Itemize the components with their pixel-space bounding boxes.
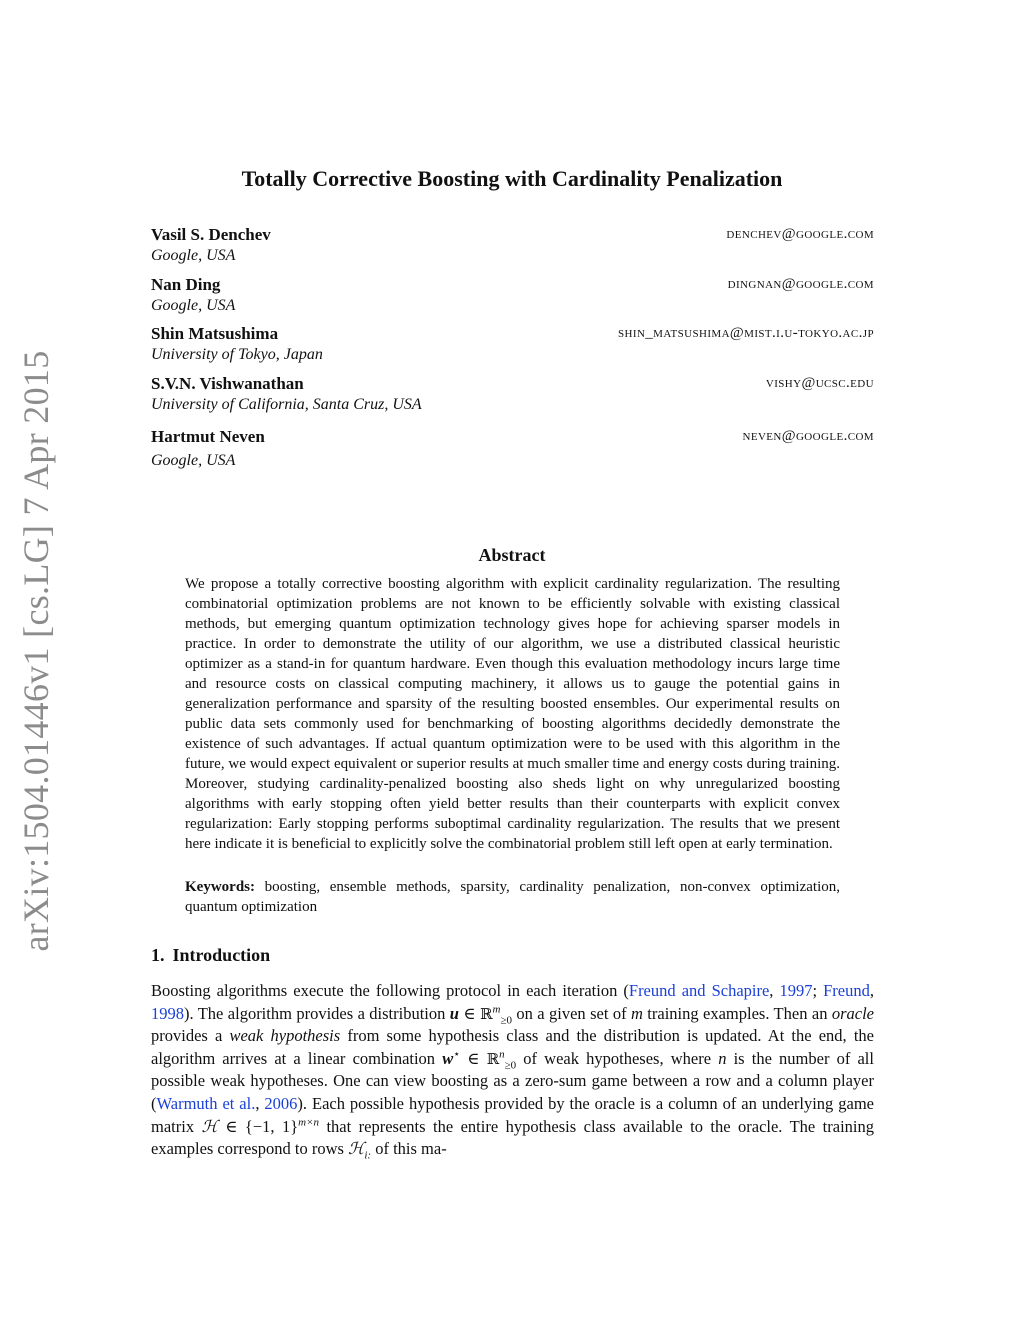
intro-text: training examples. Then an — [642, 1003, 832, 1023]
intro-text: from some hypothesis class and the distribution is updated. At the end, the algorithm arrives at a linear combination — [151, 1026, 874, 1068]
abstract-heading: Abstract — [478, 545, 546, 565]
keywords-text: boosting, ensemble methods, sparsity, cardinality penalization, non-convex optimization, quantum optimization — [185, 879, 841, 915]
author-affiliation: University of California, Santa Cruz, USA — [151, 396, 422, 413]
citation-year-link[interactable]: 1998 — [151, 1003, 184, 1023]
paper-title: Totally Corrective Boosting with Cardinality Penalization — [241, 166, 783, 191]
author-name: Hartmut Neven — [151, 427, 265, 446]
abstract-body: We propose a totally corrective boosting algorithm with explicit cardinality regularization. The resulting combinatorial optimization problems are not known to be efficiently solvable with existing classical methods, but emerging quantum optimization technology gives hope for achieving sparser models in practice. In order to demonstrate the utility of our algorithm, we use a distributed classical heuristic optimizer as a stand-in for quantum hardware. Even though this evaluation methodology incurs large time and resource costs on classical computing machinery, it allows us to gauge the potential gains in generalization performance and sparsity of the resulting boosted ensembles. Our experimental results on public data sets commonly used for benchmarking of boosting algorithms decidedly demonstrate the existence of such advantages. If actual quantum optimization were to be used with this algorithm in the future, we would expect equivalent or superior results at much smaller time and energy costs during training. Moreover, studying cardinality-penalized boosting also sheds light on why unregularized boosting algorithms with early stopping often yield better results than their counterparts with explicit convex regularization: Early stopping performs suboptimal cardinality regularization. The results that we present here indicate it is beneficial to explicitly solve the combinatorial problem still left open at early termination. — [185, 576, 840, 852]
intro-paragraph — [151, 980, 874, 1161]
math-symbol: ℝ — [480, 1004, 493, 1023]
math-subscript: i: — [364, 1149, 372, 1162]
math-symbol: m — [630, 1003, 643, 1023]
math-symbol: w — [442, 1048, 454, 1068]
math-subscript: ≥0 — [504, 1059, 517, 1072]
intro-text: ). The algorithm provides a distribution — [184, 1003, 450, 1023]
author-email[interactable]: shin_matsushima@mist.i.u-tokyo.ac.jp — [618, 325, 874, 341]
author-block — [151, 373, 874, 415]
intro-text: , — [769, 981, 780, 1000]
citation-link[interactable]: Warmuth et al. — [156, 1093, 256, 1113]
math-superscript: m×n — [298, 1116, 320, 1129]
author-affiliation: Google, USA — [151, 247, 236, 264]
math-symbol: ∈ — [460, 1048, 487, 1068]
intro-text: is the number of all possible weak hypotheses. One can view boosting as a zero-sum game between a row and a column player ( — [151, 1048, 874, 1113]
author-block — [151, 274, 874, 316]
math-symbol: ℋ — [201, 1116, 218, 1136]
math-symbol: ℋ — [348, 1139, 365, 1159]
math-superscript: m — [492, 1003, 501, 1016]
math-superscript: n — [499, 1048, 505, 1061]
author-block — [151, 426, 874, 471]
emphasis-text: weak hypothesis — [229, 1026, 341, 1046]
emphasis-text: oracle — [831, 1003, 874, 1023]
intro-text: Boosting algorithms execute the following protocol in each iteration ( — [151, 981, 629, 1000]
math-symbol: ∈ {−1, 1} — [217, 1116, 299, 1136]
author-affiliation: University of Tokyo, Japan — [151, 346, 323, 363]
intro-text: , — [869, 981, 874, 1000]
intro-text: , — [255, 1093, 265, 1113]
intro-text: that represents the entire hypothesis class available to the oracle. The training examples correspond to rows — [151, 1116, 874, 1159]
math-superscript: ⋆ — [453, 1048, 461, 1061]
citation-year-link[interactable]: 2006 — [264, 1093, 298, 1113]
math-symbol: u — [449, 1003, 459, 1023]
section-title: Introduction — [172, 945, 271, 965]
math-symbol: n — [718, 1048, 727, 1068]
author-name: S.V.N. Vishwanathan — [151, 374, 304, 393]
keywords — [185, 877, 840, 917]
author-affiliation: Google, USA — [151, 452, 236, 469]
intro-text: provides a — [151, 1026, 230, 1046]
keywords-label: Keywords: — [185, 879, 255, 895]
intro-text: on a given set of — [511, 1003, 631, 1023]
intro-text: of this ma- — [371, 1139, 447, 1159]
citation-link[interactable]: Freund — [823, 981, 870, 1000]
author-email[interactable]: neven@google.com — [742, 428, 874, 444]
author-block — [151, 224, 874, 266]
math-symbol: ℝ — [486, 1049, 500, 1068]
citation-link[interactable]: Freund and Schapire — [628, 981, 770, 1000]
author-affiliation: Google, USA — [151, 297, 236, 314]
intro-text: of weak hypotheses, where — [516, 1048, 719, 1068]
citation-year-link[interactable]: 1997 — [779, 981, 813, 1000]
section-heading — [151, 945, 270, 966]
author-name: Shin Matsushima — [151, 324, 279, 343]
math-subscript: ≥0 — [500, 1013, 512, 1026]
author-block — [151, 323, 874, 365]
author-email[interactable]: vishy@ucsc.edu — [765, 375, 874, 391]
author-email[interactable]: dingnan@google.com — [727, 276, 874, 292]
intro-text: ; — [812, 981, 824, 1000]
arxiv-stamp-text: arXiv:1504.01446v1 [cs.LG] 7 Apr 2015 — [16, 350, 56, 952]
intro-text: ). Each possible hypothesis provided by the oracle is a column of an underlying game matrix — [151, 1093, 874, 1136]
author-name: Nan Ding — [151, 275, 221, 294]
author-email[interactable]: denchev@google.com — [726, 226, 874, 242]
section-number: 1. — [151, 945, 165, 965]
author-name: Vasil S. Denchev — [151, 225, 271, 244]
math-symbol: ∈ — [458, 1003, 481, 1023]
